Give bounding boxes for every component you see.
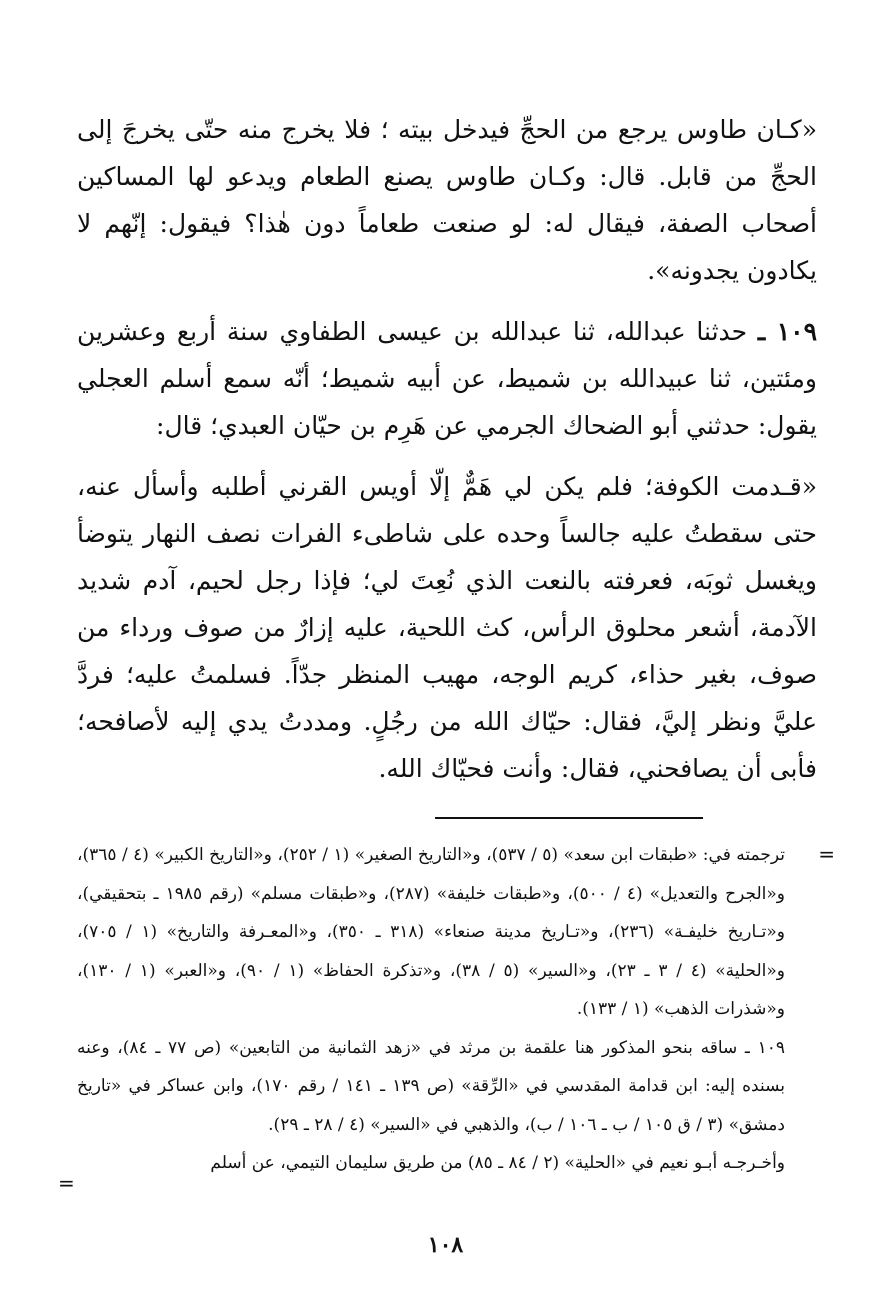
paragraph-hadith-109-matn: «قـدمت الكوفة؛ فلم يكن لي هَمٌّ إلّا أويس القرني أطلبه وأسأل عنه، حتى سقطتُ عليه جالساً وحده على شاطىء الفرات نصف النهار يتوضأ ويغسل ثوبَه، فعرفته بالنعت الذي نُعِتَ لي؛ فإذا رجل لحيم، آدم شديد الآدمة، أشعر محلوق الرأس، كث اللحية، عليه إزارٌ من صوف ورداء من صوف، بغير حذاء، كريم الوجه، مهيب المنظر جدّاً. فسلمتُ عليه؛ فردَّ عليَّ ونظر إليَّ، فقال: حيّاك الله من رجُلٍ. ومددتُ يدي إليه لأصافحه؛ فأبى أن يصافحني، فقال: وأنت فحيّاك الله. [77, 472, 817, 783]
footnote-divider [435, 817, 703, 819]
footnote-109: ١٠٩ ـ ساقه بنحو المذكور هنا علقمة بن مرثد في «زهد الثمانية من التابعين» (ص ٧٧ ـ ٨٤)، وعنه بسنده إليه: ابن قدامة المقدسي في «الرِّقة» (ص ١٣٩ ـ ١٤١ / رقم ١٧٠)، وابن عساكر في «تاريخ دمشق» (٣ / ق ١٠٥ / ب ـ ١٠٦ / ب)، والذهبي في «السير» (٤ / ٢٨ ـ ٢٩). [77, 1037, 786, 1135]
continuation-mark-top: = [818, 842, 835, 866]
footnote-takhrij: وأخـرجـه أبـو نعيم في «الحلية» (٢ / ٨٤ ـ ٨٥) من طريق سليمان التيمي، عن أسلم [210, 1153, 785, 1173]
hadith-number: ١٠٩ ـ [757, 317, 818, 346]
footnote-biography: ترجمته في: «طبقات ابن سعد» (٥ / ٥٣٧)، و«التاريخ الصغير» (١ / ٢٥٢)، و«التاريخ الكبير» (٤ / ٣٦٥)، و«الجرح والتعديل» (٤ / ٥٠٠)، و«طبقات خليفة» (٢٨٧)، و«طبقات مسلم» (رقم ١٩٨٥ ـ بتحقيقي)، و«تـاريخ خليفـة» (٢٣٦)، و«تـاريخ مدينة صنعاء» (٣١٨ ـ ٣٥٠)، و«المعـرفة والتاريخ» (١ / ٧٠٥)، و«الحلية» (٤ / ٣ ـ ٢٣)، و«السير» (٥ / ٣٨)، و«تذكرة الحفاظ» (١ / ٩٠)، و«العبر» (١ / ١٣٠)، و«شذرات الذهب» (١ / ١٣٣). [77, 845, 786, 1019]
paragraph-tawus: «كـان طاوس يرجع من الحجِّ فيدخل بيته ؛ فلا يخرج منه حتّى يخرجَ إلى الحجِّ من قابل. قال: وكـان طاوس يصنع الطعام ويدعو لها المساكين أصحاب الصفة، فيقال له: لو صنعت طعاماً دون هٰذا؟ فيقول: إنّهم لا يكادون يجدونه». [77, 115, 817, 285]
paragraph-hadith-109-isnad [77, 308, 817, 449]
continuation-mark-bottom: = [58, 1171, 75, 1195]
page-number: ١٠٨ [427, 1232, 464, 1258]
footnotes-block [77, 836, 817, 1183]
isnad-text: حدثنا عبدالله، ثنا عبدالله بن عيسى الطفاوي سنة أربع وعشرين ومئتين، ثنا عبيدالله بن شميط، عن أبيه شميط؛ أنّه سمع أسلم العجلي يقول: حدثني أبو الضحاك الجرمي عن هَرِم بن حيّان العبدي؛ قال: [77, 317, 817, 440]
main-text-block [77, 106, 817, 806]
